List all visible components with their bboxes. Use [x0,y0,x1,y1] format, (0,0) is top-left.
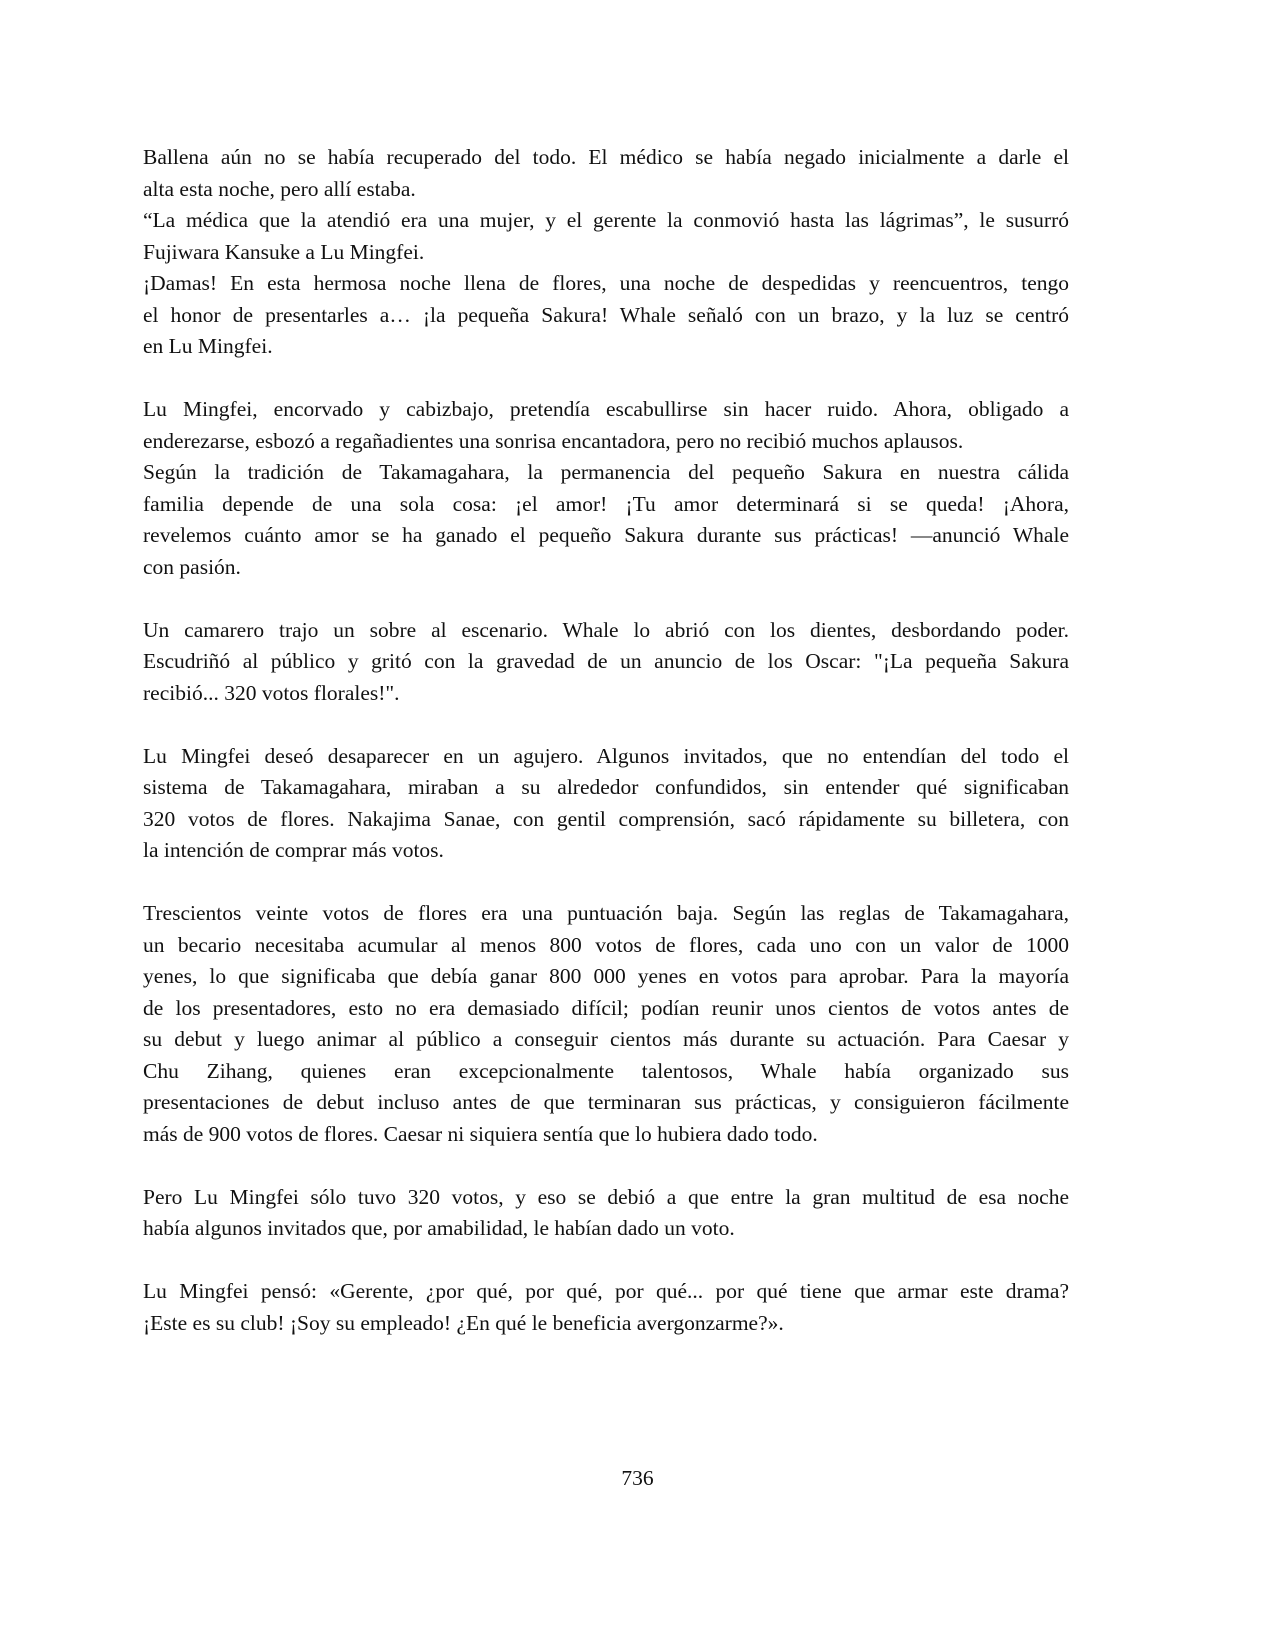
paragraph [143,615,1069,710]
text-line: Lu Mingfei pensó: «Gerente, ¿por qué, por qué, por qué... por qué tiene que armar este drama? [143,1279,1069,1303]
text-line: 320 votos de flores. Nakajima Sanae, con gentil comprensión, sacó rápidamente su billetera, con [143,806,1069,831]
text-line: en Lu Mingfei. [143,334,273,358]
text-line: ¡Damas! En esta hermosa noche llena de flores, una noche de despedidas y reencuentros, tengo [143,271,1069,295]
paragraph [143,142,1069,205]
text-line: Ballena aún no se había recuperado del todo. El médico se había negado inicialmente a darle el [143,145,1069,169]
paragraph-gap [143,1150,1069,1182]
paragraph-gap [143,709,1069,741]
text-line: la intención de comprar más votos. [143,838,444,862]
text-line: su debut y luego animar al público a conseguir cientos más durante su actuación. Para Caesar y [143,1027,1069,1051]
paragraph [143,205,1069,268]
text-line: Trescientos veinte votos de flores era una puntuación baja. Según las reglas de Takamagahara, [143,901,1069,925]
text-line: presentaciones de debut incluso antes de que terminaran sus prácticas, y consiguieron fácilmente [143,1090,1069,1114]
paragraph-gap [143,583,1069,615]
text-line: Fujiwara Kansuke a Lu Mingfei. [143,239,425,264]
paragraph [143,457,1069,583]
text-line: Lu Mingfei deseó desaparecer en un agujero. Algunos invitados, que no entendían del todo el [143,743,1069,768]
text-line: yenes, lo que significaba que debía ganar 800 000 yenes en votos para aprobar. Para la mayoría [143,964,1069,988]
paragraph [143,1182,1069,1245]
text-line: había algunos invitados que, por amabilidad, le habían dado un voto. [143,1216,735,1240]
text-line: Lu Mingfei, encorvado y cabizbajo, pretendía escabullirse sin hacer ruido. Ahora, obligado a [143,397,1069,421]
paragraph [143,898,1069,1150]
text-line: un becario necesitaba acumular al menos 800 votos de flores, cada uno con un valor de 1000 [143,932,1069,957]
text-line: el honor de presentarles a… ¡la pequeña Sakura! Whale señaló con un brazo, y la luz se centró [143,302,1069,327]
paragraph-gap [143,363,1069,395]
paragraph [143,268,1069,363]
paragraph [143,1276,1069,1339]
text-line: ¡Este es su club! ¡Soy su empleado! ¿En qué le beneficia avergonzarme?». [143,1310,784,1335]
text-line: Escudriñó al público y gritó con la gravedad de un anuncio de los Oscar: "¡La pequeña Sakura [143,649,1069,673]
text-line: enderezarse, esbozó a regañadientes una sonrisa encantadora, pero no recibió muchos aplausos. [143,428,964,453]
text-line: de los presentadores, esto no era demasiado difícil; podían reunir unos cientos de votos antes de [143,995,1069,1020]
text-line: sistema de Takamagahara, miraban a su alrededor confundidos, sin entender qué significaban [143,775,1069,799]
page-number: 736 [621,1466,654,1490]
text-line: “La médica que la atendió era una mujer, y el gerente la conmovió hasta las lágrimas”, le susurró [143,208,1069,232]
text-line: más de 900 votos de flores. Caesar ni siquiera sentía que lo hubiera dado todo. [143,1121,818,1146]
text-line: Chu Zihang, quienes eran excepcionalmente talentosos, Whale había organizado sus [143,1058,1069,1083]
text-line: Un camarero trajo un sobre al escenario. Whale lo abrió con los dientes, desbordando poder. [143,617,1069,642]
text-line: con pasión. [143,554,241,579]
paragraph-gap [143,867,1069,899]
text-line: alta esta noche, pero allí estaba. [143,176,416,201]
paragraph-gap [143,1245,1069,1277]
text-line: recibió... 320 votos florales!". [143,680,400,705]
text-line: revelemos cuánto amor se ha ganado el pequeño Sakura durante sus prácticas! —anunció Whale [143,523,1069,547]
page-body [143,142,1069,1339]
text-line: Pero Lu Mingfei sólo tuvo 320 votos, y eso se debió a que entre la gran multitud de esa noche [143,1184,1069,1209]
text-line: Según la tradición de Takamagahara, la permanencia del pequeño Sakura en nuestra cálida [143,460,1069,484]
text-line: familia depende de una sola cosa: ¡el amor! ¡Tu amor determinará si se queda! ¡Ahora, [143,491,1069,516]
paragraph [143,394,1069,457]
paragraph [143,741,1069,867]
